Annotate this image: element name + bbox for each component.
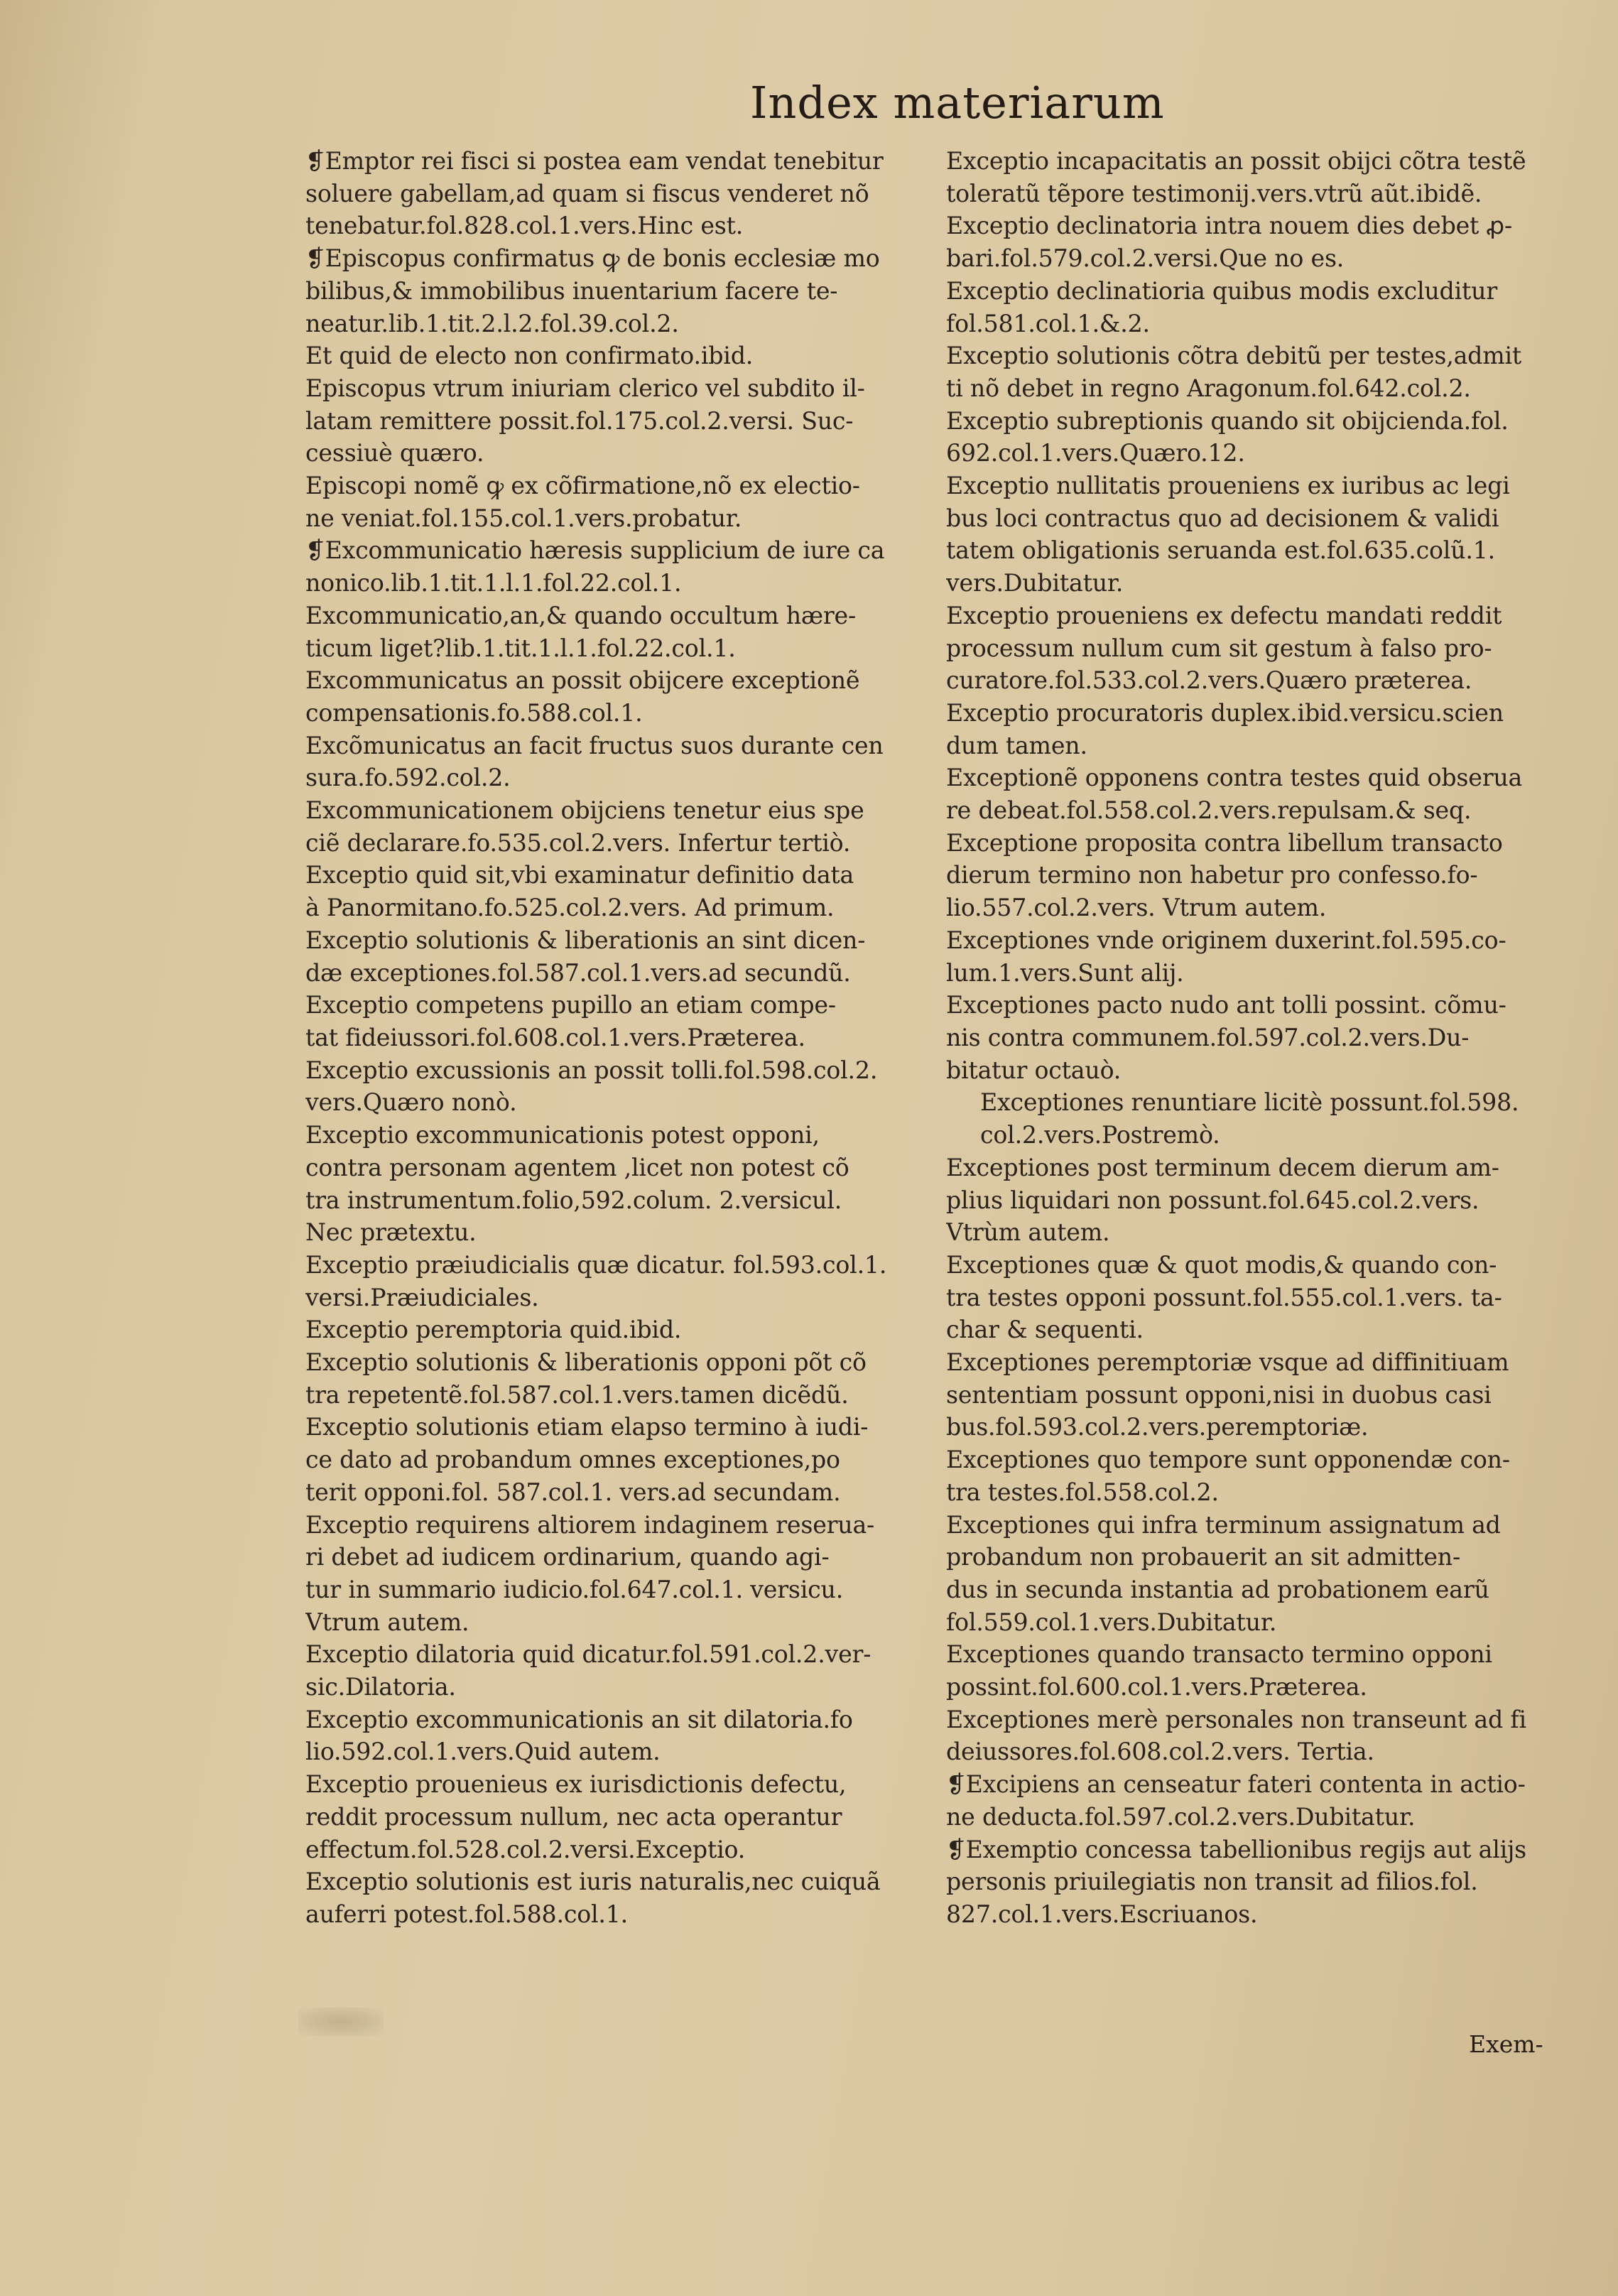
entry-line: bilibus,& immobilibus inuentarium facere te-: [305, 276, 838, 305]
right-column: [946, 145, 1570, 1931]
entry-line: Exceptiones post terminum decem dierum am-: [946, 1153, 1499, 1181]
entry-line: nis contra communem.fol.597.col.2.vers.Du-: [946, 1023, 1470, 1051]
running-header: Index materiarum: [750, 77, 1165, 129]
entry-line: Exceptiones quando transacto termino opponi: [946, 1640, 1492, 1669]
entry-line: bari.fol.579.col.2.versi.Que no es.: [946, 244, 1345, 273]
entry-line: Excõmunicatus an facit fructus suos durante cen: [305, 731, 884, 759]
entry-line: Exceptio excommunicationis an sit dilatoria.fo: [305, 1705, 853, 1733]
entry-line: dæ exceptiones.fol.587.col.1.vers.ad secundũ.: [305, 958, 851, 987]
entry-line: tenebatur.fol.828.col.1.vers.Hinc est.: [305, 212, 744, 240]
entry-line: tra testes opponi possunt.fol.555.col.1.vers. ta-: [946, 1283, 1502, 1311]
entry-line: probandum non probauerit an sit admitten-: [946, 1543, 1460, 1571]
entry-line: lum.1.vers.Sunt alij.: [946, 958, 1184, 987]
left-column: [305, 145, 926, 1931]
entry-line: ❡Exemptio concessa tabellionibus regijs aut alijs: [946, 1835, 1526, 1863]
entry-line: neatur.lib.1.tit.2.l.2.fol.39.col.2.: [305, 309, 679, 337]
entry-line: compensationis.fo.588.col.1.: [305, 698, 643, 727]
entry-line: Exceptio competens pupillo an etiam compe-: [305, 991, 836, 1019]
index-entry: [305, 924, 926, 989]
index-entry: [305, 340, 926, 372]
index-entry: [946, 210, 1570, 274]
entry-line: bus.fol.593.col.2.vers.peremptoriæ.: [946, 1413, 1369, 1441]
entry-line: Exceptio subreptionis quando sit obijcienda.fol.: [946, 406, 1509, 435]
index-entry: [946, 1834, 1570, 1931]
index-entry: [946, 1086, 1570, 1151]
index-entry: [946, 600, 1570, 697]
entry-line: Nec prætextu.: [305, 1218, 477, 1247]
index-entry: [305, 1866, 926, 1930]
index-entry: [946, 989, 1570, 1086]
index-entry: [946, 1704, 1570, 1768]
entry-line: processum nullum cum sit gestum à falso pro-: [946, 634, 1492, 662]
index-entry: [305, 1768, 926, 1866]
entry-line: Exceptione proposita contra libellum transacto: [946, 828, 1503, 857]
entry-line: auferri potest.fol.588.col.1.: [305, 1900, 629, 1928]
index-entry: [946, 697, 1570, 762]
entry-line: Exceptio solutionis & liberationis an sint dicen-: [305, 926, 866, 954]
entry-line: Excommunicationem obijciens tenetur eius spe: [305, 796, 864, 825]
entry-line: Vtrùm autem.: [946, 1218, 1110, 1247]
index-entry: [305, 372, 926, 470]
index-entry: [946, 1444, 1570, 1508]
entry-line: Exceptio excommunicationis potest opponi,: [305, 1121, 820, 1149]
entry-line: toleratũ tẽpore testimonij.vers.vtrũ aũt.ibidẽ.: [946, 179, 1482, 207]
entry-line: Exceptio solutionis cõtra debitũ per testes,admit: [946, 342, 1522, 370]
index-entry: [305, 1314, 926, 1346]
index-entry: [305, 1411, 926, 1508]
entry-line: Exceptio declinatoria intra nouem dies debet ꝓ-: [946, 212, 1513, 240]
entry-line: Exceptiones quo tempore sunt opponendæ con-: [946, 1446, 1510, 1474]
entry-line: latam remittere possit.fol.175.col.2.versi. Suc-: [305, 406, 854, 435]
entry-line: Et quid de electo non confirmato.ibid.: [305, 342, 754, 370]
entry-line: Exceptio solutionis & liberationis opponi põt cõ: [305, 1348, 867, 1377]
index-entry: [946, 1249, 1570, 1346]
entry-line: tur in summario iudicio.fol.647.col.1. versicu.: [305, 1575, 844, 1603]
index-entry: [305, 600, 926, 664]
entry-line: Exceptiones merè personales non transeunt ad fi: [946, 1705, 1526, 1733]
entry-line: tatem obligationis seruanda est.fol.635.colũ.1.: [946, 536, 1496, 565]
index-entry: [305, 1119, 926, 1249]
entry-line: nonico.lib.1.tit.1.l.1.fol.22.col.1.: [305, 569, 682, 597]
entry-line: Exceptio prouenieus ex iurisdictionis defectu,: [305, 1770, 847, 1799]
entry-line: curatore.fol.533.col.2.vers.Quæro præterea.: [946, 666, 1472, 695]
index-entry: [305, 145, 926, 242]
entry-line: soluere gabellam,ad quam si fiscus venderet nõ: [305, 179, 869, 207]
entry-line: Excommunicatio,an,& quando occultum hære-: [305, 601, 856, 629]
ink-blot: [298, 2008, 384, 2036]
entry-line: Exceptiones peremptoriæ vsque ad diffinitiuam: [946, 1348, 1509, 1377]
entry-line: personis priuilegiatis non transit ad filios.fol.: [946, 1868, 1478, 1896]
entry-line: tra testes.fol.558.col.2.: [946, 1478, 1219, 1506]
entry-line: tra repetentẽ.fol.587.col.1.vers.tamen dicẽdũ.: [305, 1380, 849, 1409]
index-entry: [946, 145, 1570, 210]
entry-line: Exceptiones vnde originem duxerint.fol.595.co-: [946, 926, 1506, 954]
entry-line: sententiam possunt opponi,nisi in duobus casi: [946, 1380, 1492, 1409]
entry-line: Exceptio quid sit,vbi examinatur definitio data: [305, 861, 854, 889]
entry-line: Exceptio solutionis est iuris naturalis,nec cuiquã: [305, 1868, 881, 1896]
entry-line: sic.Dilatoria.: [305, 1673, 456, 1701]
entry-line: Exceptionẽ opponens contra testes quid obserua: [946, 764, 1523, 792]
entry-line: Exceptio solutionis etiam elapso termino à iudi-: [305, 1413, 869, 1441]
entry-line: tra instrumentum.folio,592.colum. 2.versicul.: [305, 1186, 842, 1214]
index-entry: [305, 1638, 926, 1703]
index-entry: [305, 1054, 926, 1119]
entry-line: ❡Excipiens an censeatur fateri contenta in actio-: [946, 1770, 1526, 1799]
entry-line: versi.Præiudiciales.: [305, 1283, 539, 1311]
entry-line: bitatur octauò.: [946, 1056, 1122, 1084]
entry-line: col.2.vers.Postremò.: [980, 1121, 1220, 1149]
entry-line: à Panormitano.fo.525.col.2.vers. Ad primum.: [305, 894, 835, 922]
index-entry: [946, 275, 1570, 340]
index-entry: [946, 1768, 1570, 1833]
index-entry: [946, 405, 1570, 470]
entry-line: Episcopi nomẽ ꝙ ex cõfirmatione,nõ ex electio-: [305, 472, 860, 500]
entry-line: Exceptio procuratoris duplex.ibid.versicu.scien: [946, 698, 1504, 727]
entry-line: vers.Quæro nonò.: [305, 1088, 517, 1117]
entry-line: tat fideiussori.fol.608.col.1.vers.Præterea.: [305, 1023, 805, 1051]
index-entry: [305, 242, 926, 340]
entry-line: ri debet ad iudicem ordinarium, quando agi-: [305, 1543, 830, 1571]
entry-line: Exceptiones quæ & quot modis,& quando con-: [946, 1250, 1497, 1279]
entry-line: dus in secunda instantia ad probationem earũ: [946, 1575, 1489, 1603]
entry-line: contra personam agentem ,licet non potest cõ: [305, 1153, 849, 1181]
index-entry: [305, 664, 926, 729]
entry-line: reddit processum nullum, nec acta operantur: [305, 1802, 842, 1831]
index-entry: [946, 1346, 1570, 1444]
index-entry: [946, 470, 1570, 600]
entry-line: fol.581.col.1.&.2.: [946, 309, 1150, 337]
index-entry: [946, 1638, 1570, 1703]
entry-line: possint.fol.600.col.1.vers.Præterea.: [946, 1673, 1367, 1701]
index-entry: [946, 762, 1570, 826]
index-entry: [305, 989, 926, 1054]
entry-line: ne deducta.fol.597.col.2.vers.Dubitatur.: [946, 1802, 1416, 1831]
index-entry: [305, 859, 926, 924]
index-entry: [305, 730, 926, 794]
entry-line: ticum liget?lib.1.tit.1.l.1.fol.22.col.1.: [305, 634, 736, 662]
entry-line: Exceptiones qui infra terminum assignatum ad: [946, 1510, 1501, 1539]
entry-line: ce dato ad probandum omnes exceptiones,po: [305, 1446, 840, 1474]
index-entry: [305, 1509, 926, 1639]
entry-line: vers.Dubitatur.: [946, 569, 1124, 597]
entry-line: dum tamen.: [946, 731, 1087, 759]
index-entry: [946, 1152, 1570, 1249]
entry-line: ❡Emptor rei fisci si postea eam vendat tenebitur: [305, 147, 884, 175]
entry-line: effectum.fol.528.col.2.versi.Exceptio.: [305, 1835, 746, 1863]
entry-line: Exceptio præiudicialis quæ dicatur. fol.593.col.1.: [305, 1250, 887, 1279]
index-entry: [305, 534, 926, 599]
index-entry: [946, 827, 1570, 924]
entry-line: cessiuè quæro.: [305, 439, 484, 467]
entry-line: Exceptio requirens altiorem indaginem reserua-: [305, 1510, 875, 1539]
entry-line: bus loci contractus quo ad decisionem & validi: [946, 504, 1499, 532]
entry-line: Exceptiones pacto nudo ant tolli possint. cõmu-: [946, 991, 1506, 1019]
index-entry: [305, 1249, 926, 1314]
index-entry: [946, 1509, 1570, 1639]
entry-line: ❡Episcopus confirmatus ꝙ de bonis ecclesiæ mo: [305, 244, 880, 273]
catchword: Exem-: [1469, 2030, 1543, 2058]
index-entry: [305, 470, 926, 534]
entry-line: Exceptio excussionis an possit tolli.fol.598.col.2.: [305, 1056, 878, 1084]
entry-line: fol.559.col.1.vers.Dubitatur.: [946, 1608, 1277, 1636]
entry-line: Exceptiones renuntiare licitè possunt.fol.598.: [980, 1088, 1519, 1117]
index-entry: [305, 1704, 926, 1768]
entry-line: Episcopus vtrum iniuriam clerico vel subdito il-: [305, 374, 865, 402]
entry-line: Exceptio nullitatis proueniens ex iuribus ac legi: [946, 472, 1510, 500]
index-entry: [305, 1346, 926, 1411]
entry-line: Exceptio peremptoria quid.ibid.: [305, 1316, 682, 1344]
index-entry: [946, 340, 1570, 404]
entry-line: terit opponi.fol. 587.col.1. vers.ad secundam.: [305, 1478, 841, 1506]
entry-line: 827.col.1.vers.Escriuanos.: [946, 1900, 1258, 1928]
entry-line: Exceptio dilatoria quid dicatur.fol.591.col.2.ver-: [305, 1640, 872, 1669]
entry-line: ne veniat.fol.155.col.1.vers.probatur.: [305, 504, 742, 532]
index-entry: [305, 794, 926, 859]
entry-line: Exceptio declinatioria quibus modis excluditur: [946, 276, 1497, 305]
entry-line: ❡Excommunicatio hæresis supplicium de iure ca: [305, 536, 885, 565]
entry-line: 692.col.1.vers.Quæro.12.: [946, 439, 1245, 467]
index-entry: [946, 924, 1570, 989]
entry-line: sura.fo.592.col.2.: [305, 764, 511, 792]
entry-line: Exceptio proueniens ex defectu mandati reddit: [946, 601, 1502, 629]
entry-line: dierum termino non habetur pro confesso.fo-: [946, 861, 1478, 889]
entry-line: deiussores.fol.608.col.2.vers. Tertia.: [946, 1738, 1374, 1766]
entry-line: ti nõ debet in regno Aragonum.fol.642.col.2.: [946, 374, 1471, 402]
entry-line: lio.557.col.2.vers. Vtrum autem.: [946, 894, 1327, 922]
entry-line: Excommunicatus an possit obijcere exceptionẽ: [305, 666, 860, 695]
entry-line: char & sequenti.: [946, 1316, 1144, 1344]
entry-line: re debeat.fol.558.col.2.vers.repulsam.& seq.: [946, 796, 1472, 825]
entry-line: Exceptio incapacitatis an possit obijci cõtra testẽ: [946, 147, 1526, 175]
entry-line: plius liquidari non possunt.fol.645.col.2.vers.: [946, 1186, 1479, 1214]
entry-line: Vtrum autem.: [305, 1608, 469, 1636]
entry-line: ciẽ declarare.fo.535.col.2.vers. Infertur tertiò.: [305, 828, 851, 857]
entry-line: lio.592.col.1.vers.Quid autem.: [305, 1738, 661, 1766]
